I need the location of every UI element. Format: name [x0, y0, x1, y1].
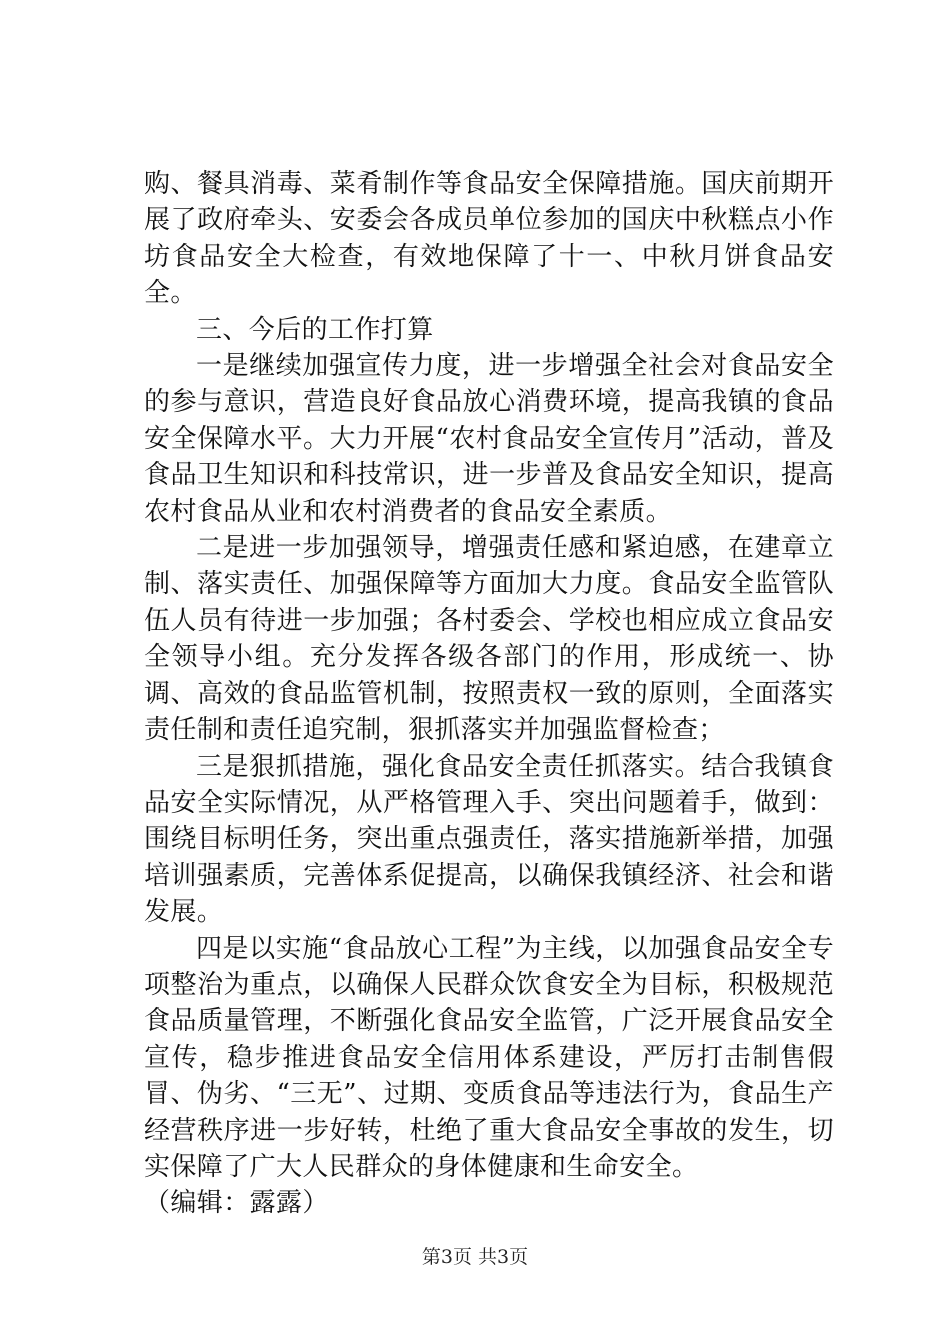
document-body: [144, 166, 834, 1222]
paragraph-plan-four: 四是以实施“食品放心工程”为主线，以加强食品安全专项整治为重点，以确保人民群众饮食安全为目标，积极规范食品质量管理，不断强化食品安全监管，广泛开展食品安全宣传，稳步推进食品安全信用体系建设，严厉打击制售假冒、伪劣、“三无”、过期、变质食品等违法行为，食品生产经营秩序进一步好转，杜绝了重大食品安全事故的发生，切实保障了广大人民群众的身体健康和生命安全。: [144, 933, 834, 1182]
section-heading-future-plans: 三、今后的工作打算: [196, 314, 434, 345]
paragraph-plan-three: 三是狠抓措施，强化食品安全责任抓落实。结合我镇食品安全实际情况，从严格管理入手、突出问题着手，做到：围绕目标明任务，突出重点强责任，落实措施新举措，加强培训强素质，完善体系促提高，以确保我镇经济、社会和谐发展。: [144, 751, 834, 928]
editor-note: （编辑：露露）: [144, 1188, 329, 1219]
paragraph-plan-two: 二是进一步加强领导，增强责任感和紧迫感，在建章立制、落实责任、加强保障等方面加大力度。食品安全监管队伍人员有待进一步加强；各村委会、学校也相应成立食品安全领导小组。充分发挥各级各部门的作用，形成统一、协调、高效的食品监管机制，按照责权一致的原则，全面落实责任制和责任追究制，狠抓落实并加强监督检查；: [144, 533, 834, 746]
page-footer: 第3页 共3页: [421, 1246, 529, 1268]
paragraph-continuation: 购、餐具消毒、菜肴制作等食品安全保障措施。国庆前期开展了政府牵头、安委会各成员单位参加的国庆中秋糕点小作坊食品安全大检查，有效地保障了十一、中秋月饼食品安全。: [144, 169, 834, 309]
paragraph-plan-one: 一是继续加强宣传力度，进一步增强全社会对食品安全的参与意识，营造良好食品放心消费环境，提高我镇的食品安全保障水平。大力开展“农村食品安全宣传月”活动，普及食品卫生知识和科技常识，进一步普及食品安全知识，提高农村食品从业和农村消费者的食品安全素质。: [144, 351, 834, 527]
